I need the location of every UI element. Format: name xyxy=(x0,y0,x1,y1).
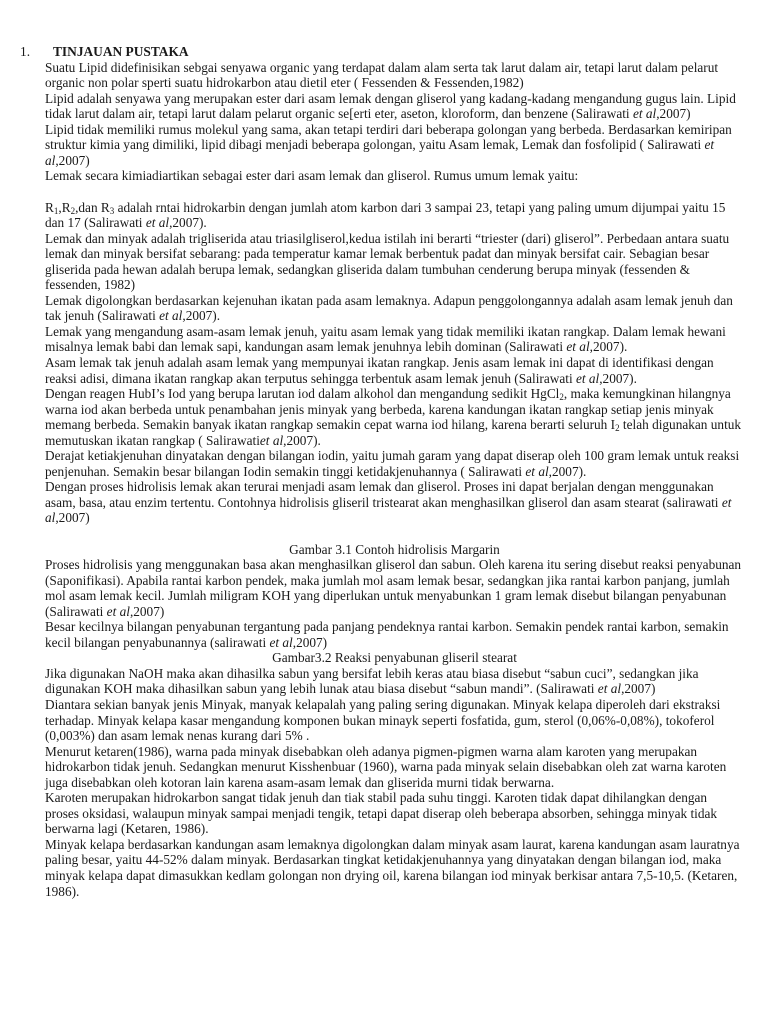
paragraph: Dengan reagen HubI’s Iod yang berupa larutan iod dalam alkohol dan mengandung sedikit HgCl$_2$, maka kemungkinan hilangnya warna iod akan berbeda untuk penambahan jenis minyak yang berbeda, karena kandungan ikatan rangkap setiap jenis minyak memang berbeda. Semakin banyak ikatan rangkap semakin cepat warna iod hilang, karena berarti seluruh $I_2$ telah digunakan untuk memutuskan ikatan rangkap ( Salirawatiet al,2007). xyxy=(45,386,742,448)
blank-line xyxy=(45,184,744,200)
paragraph: Diantara sekian banyak jenis Minyak, manyak kelapalah yang paling sering digunakan. Minyak kelapa diperoleh dari ekstraksi terhadap. Minyak kelapa kasar mengandung komponen bukan minayk seperti fosfatida, gum, sterol (0,06%-0,08%), tokoferol (0,003%) dan asam lemak nenas kurang dari 5% . xyxy=(45,697,721,744)
section-title: TINJAUAN PUSTAKA xyxy=(53,44,189,59)
paragraph: Lemak dan minyak adalah trigliserida atau triasilgliserol,kedua istilah ini berarti “triester (dari) gliserol”. Perbedaan antara suatu lemak dan minyak bersifat sebarang: pada temperatur kamar lemak berbentuk padat dan minyak bersifat cair. Sebagian besar gliserida pada hewan adalah berupa lemak, sedangkan gliserida dalam tumbuhan cenderung berupa minyak (fessenden & fessenden, 1982) xyxy=(45,230,730,293)
figure-caption: Gambar3.2 Reaksi penyabunan gliseril stearat xyxy=(272,650,517,666)
paragraph: Lemak digolongkan berdasarkan kejenuhan ikatan pada asam lemaknya. Adapun penggolongannya adalah asam lemak jenuh dan tak jenuh (Salirawati et al,2007). xyxy=(45,292,733,324)
paragraph: Jika digunakan NaOH maka akan dihasilka sabun yang bersifat lebih keras atau biasa disebut “sabun cuci”, sedangkan jika digunakan KOH maka dihasilkan sabun yang lebih lunak atau biasa disebut “sabun mandi”. (Salirawati et al,2007) xyxy=(45,665,699,697)
paragraph: Proses hidrolisis yang menggunakan basa akan menghasilkan gliserol dan sabun. Oleh karena itu sering disebut reaksi penyabunan (Saponifikasi). Apabila rantai karbon pendek, maka jumlah mol asam lemak besar, sedangkan jika rantai karbon panjang, jumlah mol asam lemak kecil. Jumlah miligram KOH yang diperlukan untuk menyabunkan 1 gram lemak disebut bilangan penyabunan (Salirawati et al,2007) xyxy=(45,557,742,619)
section-number: 1. xyxy=(20,44,31,59)
paragraph: Dengan proses hidrolisis lemak akan terurai menjadi asam lemak dan gliserol. Proses ini dapat berjalan dengan menggunakan asam, basa, atau enzim tertentu. Contohnya hidrolisis gliseril tristearat akan menghasilkan gliserol dan asam stearat (salirawati et al,2007) xyxy=(45,479,732,526)
document-body xyxy=(45,60,744,900)
paragraph: Menurut ketaren(1986), warna pada minyak disebabkan oleh adanya pigmen-pigmen warna alam karoten yang merupakan hidrokarbon tidak jenuh. Sedangkan menurut Kisshenbuar (1960), warna pada minyak selain disebabkan oleh zat warna karoten juga disebabkan oleh kotoran lain karena asam-asam lemak dan gliserida murni tidak berwarna. xyxy=(45,743,727,790)
paragraph: Karoten merupakan hidrokarbon sangat tidak jenuh dan tiak stabil pada suhu tinggi. Karoten tidak dapat dihilangkan dengan proses oksidasi, walaupun minyak sampai menjadi tengik, tetapi dapat diserap oleh beberapa absorben, sehingga minyak tidak berwarna lagi (Ketaren, 1986). xyxy=(45,790,718,837)
paragraph: Lemak yang mengandung asam-asam lemak jenuh, yaitu asam lemak yang tidak memiliki ikatan rangkap. Dalam lemak hewani misalnya lemak babi dan lemak sapi, kandungan asam lemak jenuhnya lebih dominan (Salirawati et al,2007). xyxy=(45,323,726,355)
paragraph: $R_1,R_2,dan$ $R_3$ adalah rntai hidrokarbin dengan jumlah atom karbon dari 3 sampai 23, tetapi yang paling umum dijumpai yaitu 15 dan 17 (Salirawati et al,2007). xyxy=(45,199,726,231)
paragraph: Lipid tidak memiliki rumus molekul yang sama, akan tetapi terdiri dari beberapa golongan yang berbeda. Berdasarkan kemiripan struktur kimia yang dimiliki, lipid dibagi menjadi beberapa golongan, yaitu Asam lemak, Lemak dan fosfolipid ( Salirawati et al,2007) xyxy=(45,121,732,168)
section-heading xyxy=(20,44,744,60)
paragraph: Besar kecilnya bilangan penyabunan tergantung pada panjang pendeknya rantai karbon. Semakin pendek rantai karbon, semakin kecil bilangan penyabunannya (salirawati et al,2007) xyxy=(45,619,729,650)
paragraph: Minyak kelapa berdasarkan kandungan asam lemaknya digolongkan dalam minyak asam laurat, karena kandungan asam lauratnya paling besar, yaitu 44-52% dalam minyak. Berdasarkan tingkat ketidakjenuhannya yang dinyatakan dengan bilangan iod, maka minyak kelapa dapat dimasukkan kedlam golongan non drying oil, karena bilangan iod minyak berkisar antara 7,5-10,5. (Ketaren, 1986). xyxy=(45,836,740,899)
blank-line xyxy=(45,526,744,542)
paragraph: Lemak secara kimiadiartikan sebagai ester dari asam lemak dan gliserol. Rumus umum lemak yaitu: xyxy=(45,168,579,184)
paragraph: Derajat ketiakjenuhan dinyatakan dengan bilangan iodin, yaitu jumah garam yang dapat diserap oleh 100 gram lemak untuk reaksi penjenuhan. Semakin besar bilangan Iodin semakin tinggi ketidakjenuhannya ( Salirawati et al,2007). xyxy=(45,448,740,479)
paragraph: Asam lemak tak jenuh adalah asam lemak yang mempunyai ikatan rangkap. Jenis asam lemak ini dapat di identifikasi dengan reaksi adisi, dimana ikatan rangkap akan terputus sehingga terbentuk asam lemak jenuh (Salirawati et al,2007). xyxy=(45,354,714,386)
figure-caption: Gambar 3.1 Contoh hidrolisis Margarin xyxy=(289,541,500,557)
paragraph: Suatu Lipid didefinisikan sebgai senyawa organic yang terdapat dalam alam serta tak larut dalam air, tetapi larut dalam pelarut organic non polar sperti suatu hidrokarbon atau dietil eter ( Fessenden & Fessenden,1982) xyxy=(45,59,719,91)
paragraph: Lipid adalah senyawa yang merupakan ester dari asam lemak dengan gliserol yang kadang-kadang mengandung gugus lain. Lipid tidak larut dalam air, tetapi larut dalam pelarut organic se[erti eter, aseton, kloroform, dan benzene (Salirawati et al,2007) xyxy=(45,90,736,122)
